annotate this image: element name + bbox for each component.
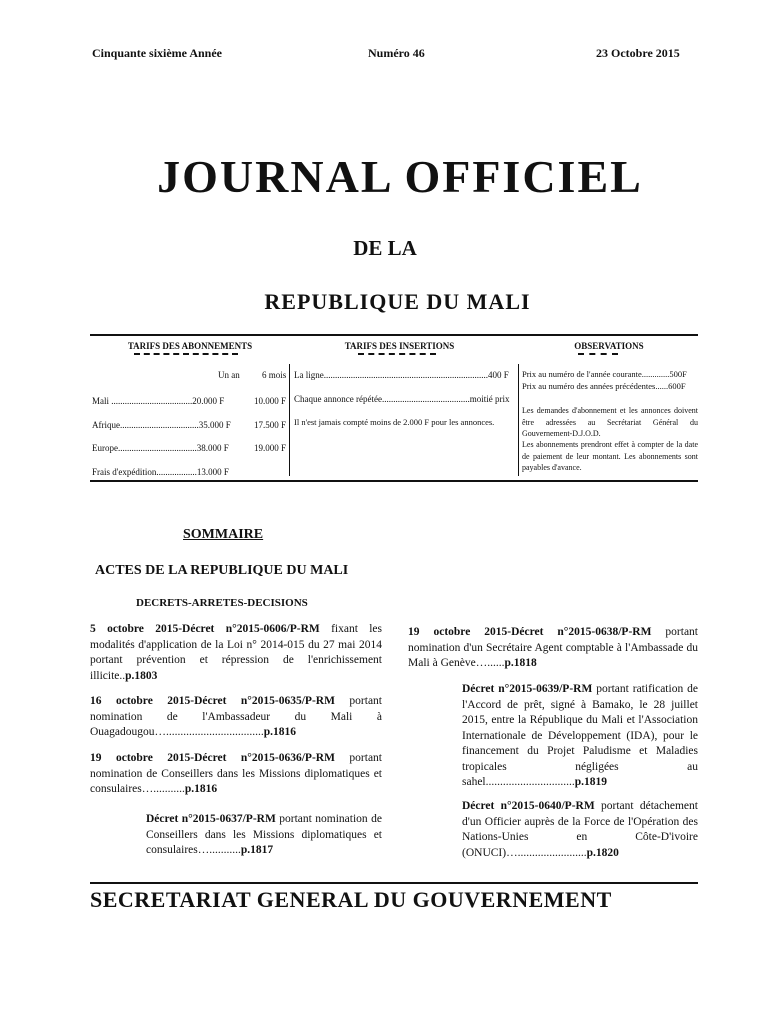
abonnements-heading: TARIFS DES ABONNEMENTS	[127, 341, 253, 351]
abonnements-dashes	[134, 353, 238, 357]
insertions-heading: TARIFS DES INSERTIONS	[344, 341, 455, 351]
secretariat-heading: SECRETARIAT GENERAL DU GOUVERNEMENT	[90, 887, 612, 912]
journal-title: JOURNAL OFFICIEL	[157, 151, 643, 202]
list-item	[90, 622, 382, 684]
prix-annee-courante: Prix au numéro de l'année courante.............500F	[522, 369, 687, 379]
tarif-afrique-6mois: 17.500 F	[254, 420, 287, 430]
column-divider-1	[289, 364, 290, 476]
header-date: 23 Octobre 2015	[596, 46, 680, 60]
entry-text: portant détachement d'un Officier auprès de la Force de l'Opération des Nations-Unies en Côte-D'ivoire (ONUCI)…........................	[462, 800, 698, 859]
entry-heading: 5 octobre 2015-Décret n°2015-0606/P-RM	[90, 623, 320, 635]
col-un-an: Un an	[218, 370, 240, 380]
entry-page: p.1816	[184, 783, 218, 795]
table-top-rule	[90, 334, 698, 336]
entry-page: p.1820	[586, 846, 619, 859]
journal-subtitle: DE LA	[353, 236, 417, 260]
insertion-minimum: Il n'est jamais compté moins de 2.000 F pour les annonces.	[294, 417, 495, 427]
sommaire-heading: SOMMAIRE	[183, 527, 264, 542]
insertion-ligne: La ligne.........................................................................400 F	[294, 370, 509, 380]
tarif-europe-6mois: 19.000 F	[254, 443, 287, 453]
entry-page: p.1819	[574, 776, 608, 788]
entry-heading: 19 octobre 2015-Décret n°2015-0636/P-RM	[90, 752, 335, 764]
entry-text: fixant les modalités d'application de la Loi n° 2014-015 du 27 mai 2014 portant prévention et répression de l'enrichissement illicite..	[90, 623, 382, 682]
entry-page: p.1817	[240, 844, 274, 856]
entry-page: p.1816	[263, 726, 297, 738]
insertions-dashes	[358, 353, 436, 357]
republic-title: REPUBLIQUE DU MALI	[264, 289, 531, 314]
entry-text: portant ratification de l'Accord de prêt, signé à Bamako, le 28 juillet 2015, entre la République du Mali et l'Association Internationale de Développement (IDA), pour le financement du Projet Paludisme et Maladies tropicales négligées au sahel...............................	[462, 683, 698, 788]
prix-annees-precedentes: Prix au numéro des années précédentes......600F	[522, 381, 686, 391]
list-item	[462, 799, 698, 861]
entry-heading: Décret n°2015-0637/P-RM	[146, 813, 276, 825]
entry-page: p.1803	[125, 669, 158, 682]
header-numero: Numéro 46	[368, 46, 425, 60]
insertion-repetee: Chaque annonce répétée.......................................moitié prix	[294, 394, 510, 404]
list-item	[408, 625, 698, 672]
entry-page: p.1818	[504, 657, 537, 669]
decrets-heading: DECRETS-ARRETES-DECISIONS	[136, 597, 308, 609]
entry-heading: 19 octobre 2015-Décret n°2015-0638/P-RM	[408, 626, 652, 638]
col-6-mois: 6 mois	[262, 370, 287, 380]
tarif-mali-6mois: 10.000 F	[254, 396, 287, 406]
tarif-mali: Mali ....................................20.000 F	[92, 396, 225, 406]
actes-heading: ACTES DE LA REPUBLIQUE DU MALI	[95, 563, 349, 578]
observations-dashes	[578, 353, 618, 357]
observation-demandes: Les demandes d'abonnement et les annonces doivent être adressées au Secrétariat Général du Gouvernement-D.J.O.D.	[522, 406, 698, 438]
header-annee: Cinquante sixième Année	[92, 46, 223, 60]
observation-prise-effet: Les abonnements prendront effet à compter de la date de paiement de leur montant. Les abonnements sont payables d'avance.	[522, 440, 698, 472]
tarif-afrique: Afrique...................................35.000 F	[92, 420, 231, 430]
list-item	[90, 751, 382, 798]
observations-heading: OBSERVATIONS	[574, 341, 644, 351]
entry-text: portant nomination de Conseillers dans les Missions diplomatiques et consulaires…...........	[90, 752, 382, 795]
entry-heading: 16 octobre 2015-Décret n°2015-0635/P-RM	[90, 695, 335, 707]
table-bottom-rule	[90, 480, 698, 482]
entry-heading: Décret n°2015-0640/P-RM	[462, 800, 595, 812]
column-divider-2	[518, 364, 519, 476]
tarif-frais-expedition: Frais d'expédition..................13.000 F	[92, 467, 229, 477]
entry-text: portant nomination de Conseillers dans les Missions diplomatiques et consulaires…...........	[146, 813, 382, 856]
list-item	[90, 694, 382, 741]
footer-rule	[90, 882, 698, 884]
tarif-europe: Europe...................................38.000 F	[92, 443, 229, 453]
entry-text: portant nomination d'un Secrétaire Agent comptable à l'Ambassade du Mali à Genève…......	[408, 626, 698, 669]
list-item	[462, 682, 698, 791]
entry-heading: Décret n°2015-0639/P-RM	[462, 683, 593, 695]
list-item	[146, 812, 382, 859]
entry-text: portant nomination de l'Ambassadeur du Mali à Ouagadougou…..................................	[90, 695, 382, 738]
